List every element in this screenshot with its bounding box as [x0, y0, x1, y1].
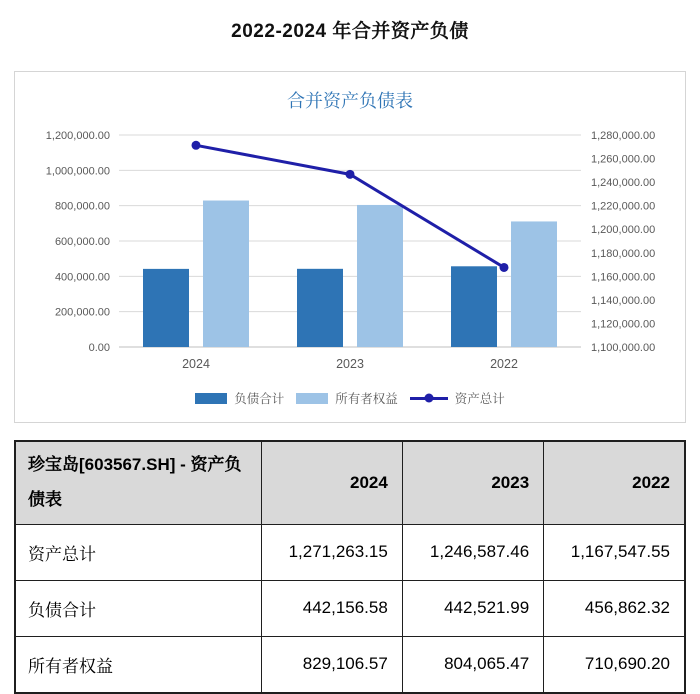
svg-text:1,160,000.00: 1,160,000.00 [591, 271, 656, 284]
svg-text:1,200,000.00: 1,200,000.00 [45, 130, 110, 142]
svg-text:800,000.00: 800,000.00 [54, 200, 110, 213]
total-liabilities-2024: 442,156.58 [261, 580, 402, 636]
chart-title: 合并资产负债表 [287, 91, 413, 111]
chart-legend [15, 389, 685, 407]
legend-item-equity [296, 389, 398, 407]
svg-text:200,000.00: 200,000.00 [54, 306, 110, 319]
owners-equity-2023: 804,065.47 [402, 636, 543, 693]
row-label-total-assets: 资产总计 [15, 524, 261, 580]
svg-text:1,000,000.00: 1,000,000.00 [45, 165, 110, 178]
total-assets-2022: 1,167,547.55 [544, 524, 685, 580]
svg-text:600,000.00: 600,000.00 [54, 236, 110, 248]
legend-item-liabilities [195, 389, 284, 407]
total-liabilities-2023: 442,521.99 [402, 580, 543, 636]
svg-text:1,180,000.00: 1,180,000.00 [591, 247, 656, 260]
total-liabilities-2022: 456,862.32 [544, 580, 685, 636]
svg-text:2023: 2023 [336, 357, 364, 371]
owners-equity-2024: 829,106.57 [261, 636, 402, 693]
svg-text:1,220,000.00: 1,220,000.00 [591, 200, 656, 213]
svg-text:1,280,000.00: 1,280,000.00 [591, 130, 656, 142]
svg-text:1,200,000.00: 1,200,000.00 [591, 224, 656, 237]
svg-text:2022: 2022 [490, 357, 518, 371]
column-header-2022: 2022 [544, 441, 685, 524]
total-assets-2023: 1,246,587.46 [402, 524, 543, 580]
owners-equity-2022: 710,690.20 [544, 636, 685, 693]
table-row [15, 580, 685, 636]
assets-line-swatch-icon [410, 397, 448, 400]
row-label-owners-equity: 所有者权益 [15, 636, 261, 693]
svg-text:1,140,000.00: 1,140,000.00 [591, 294, 656, 307]
svg-text:1,100,000.00: 1,100,000.00 [591, 342, 656, 354]
legend-item-assets [410, 389, 505, 407]
page-title: 2022-2024 年合并资产负债 [231, 21, 469, 42]
svg-text:1,240,000.00: 1,240,000.00 [591, 177, 656, 190]
svg-text:0.00: 0.00 [88, 342, 110, 354]
legend-label-assets: 资产总计 [454, 392, 505, 406]
svg-text:400,000.00: 400,000.00 [54, 271, 110, 284]
table-row [15, 636, 685, 693]
balance-sheet-table [14, 440, 686, 694]
chart-panel [14, 71, 686, 423]
total-assets-2024: 1,271,263.15 [261, 524, 402, 580]
table-row [15, 524, 685, 580]
svg-text:1,260,000.00: 1,260,000.00 [591, 153, 656, 166]
table-title-cell: 珍宝岛[603567.SH] - 资产负债表 [15, 441, 261, 524]
svg-text:2024: 2024 [182, 357, 210, 371]
equity-swatch-icon [296, 393, 328, 404]
table-header-row [15, 441, 685, 524]
column-header-2024: 2024 [261, 441, 402, 524]
row-label-total-liabilities: 负债合计 [15, 580, 261, 636]
legend-label-liabilities: 负债合计 [234, 392, 285, 406]
liabilities-swatch-icon [195, 393, 227, 404]
column-header-2023: 2023 [402, 441, 543, 524]
combo-chart [15, 72, 685, 422]
svg-text:1,120,000.00: 1,120,000.00 [591, 318, 656, 331]
legend-label-equity: 所有者权益 [335, 392, 398, 406]
